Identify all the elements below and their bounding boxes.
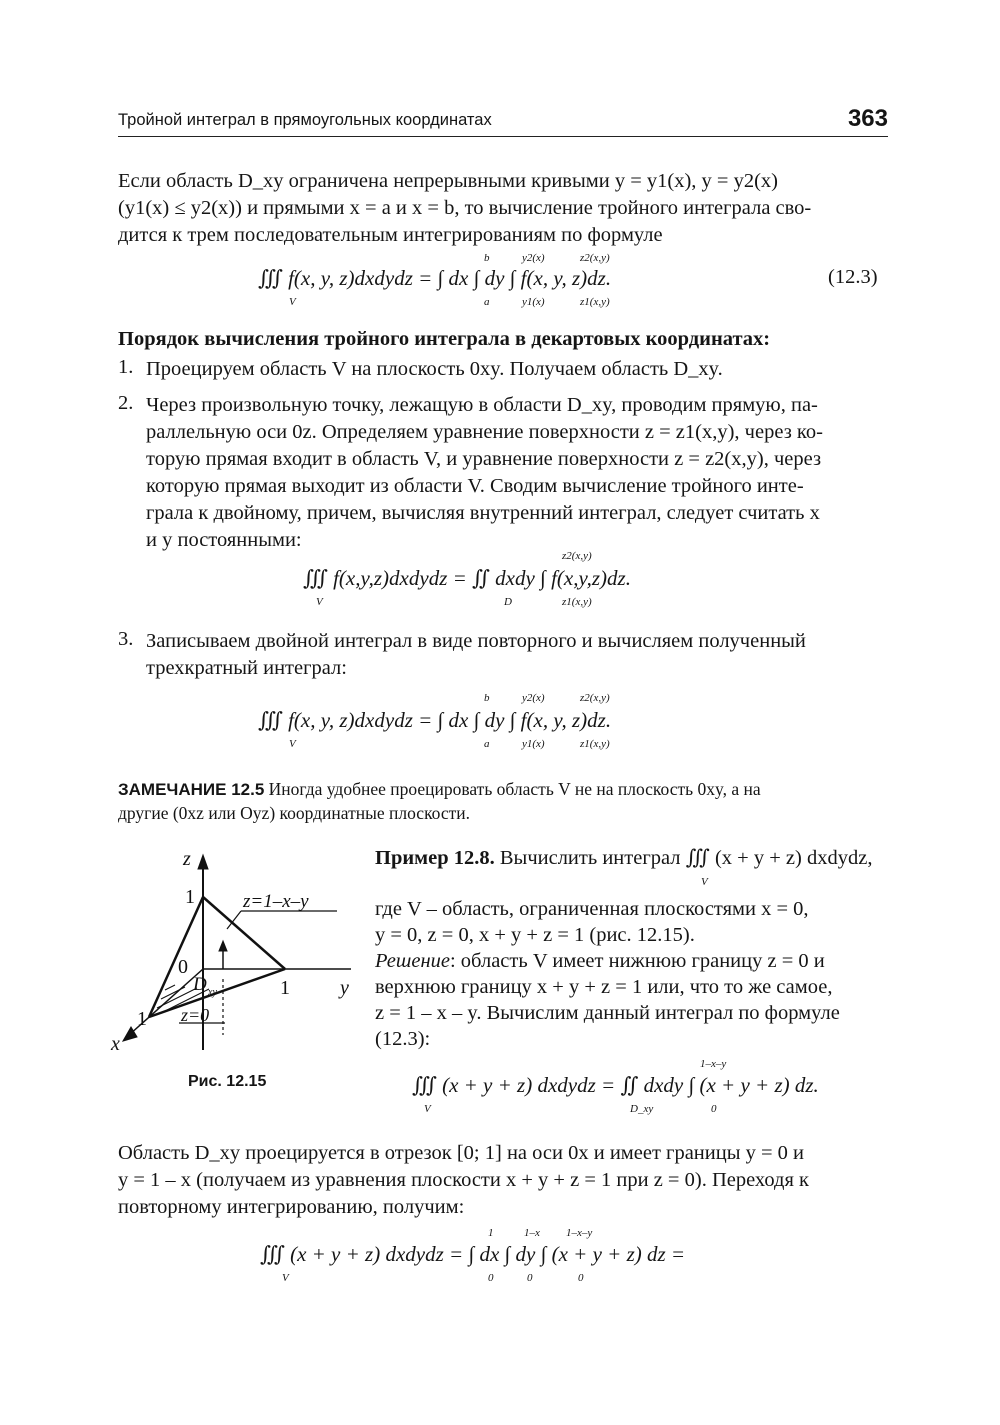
formula-step-3-lower-2: y1(x) [522, 738, 545, 750]
formula-step-2-sub-d: D [504, 596, 512, 608]
formula-step-3-upper-3: z2(x,y) [580, 692, 610, 704]
step-2-line-2: раллельную оси 0z. Определяем уравнение поверхности z = z1(x,y), через ко- [146, 421, 823, 443]
step-2-line-1: Через произвольную точку, лежащую в области D_xy, проводим прямую, па- [146, 394, 818, 416]
formula-step-2-body: ∭ f(x,y,z)dxdydz = ∬ dxdy ∫ f(x,y,z)dz. [303, 566, 631, 590]
page-number: 363 [847, 105, 888, 132]
formula-step-3-lower-3: z1(x,y) [580, 738, 610, 750]
step-3-line-2: трехкратный интеграл: [146, 657, 347, 679]
label-base: z=0 [181, 1005, 210, 1025]
formula-example-sub-d: D_xy [630, 1103, 654, 1115]
label-zero: 0 [178, 956, 188, 978]
formula-example-body: ∭ (x + y + z) dxdydz = ∬ dxdy ∫ (x + y + z) dz. [412, 1073, 819, 1097]
example-line-3: y = 0, z = 0, x + y + z = 1 (рис. 12.15). [375, 924, 695, 946]
step-1-text: Проецируем область V на плоскость 0xy. Получаем область D_xy. [146, 358, 723, 380]
example-title: Пример 12.8. [375, 847, 495, 869]
tetrahedron-diagram [105, 845, 365, 1060]
remark-line-2: другие (0xz или Oyz) координатные плоскости. [118, 803, 471, 823]
running-header [118, 106, 888, 137]
formula-example-sub-v: V [424, 1103, 431, 1115]
label-plane: z=1–x–y [243, 891, 309, 912]
step-3-line-1: Записываем двойной интеграл в виде повторного и вычисляем полученный [146, 630, 806, 652]
label-dxy: D [193, 974, 207, 995]
formula-final-upper-2: 1–x [524, 1227, 540, 1239]
formula-final-upper-1: 1 [488, 1227, 494, 1239]
formula-12-3-lower-3: z1(x,y) [580, 296, 610, 308]
formula-example-upper: 1–x–y [700, 1058, 727, 1070]
formula-12-3-upper-1: b [484, 252, 490, 264]
example-sub-v: V [701, 876, 708, 888]
label-z: z [183, 848, 191, 870]
formula-step-2-upper: z2(x,y) [562, 550, 592, 562]
example-line-4 [375, 948, 888, 975]
step-3-number: 3. [118, 628, 134, 650]
formula-12-3-upper-3: z2(x,y) [580, 252, 610, 264]
intro-line-2: (y1(x) ≤ y2(x)) и прямыми x = a и x = b, то вычисление тройного интеграла сво- [118, 197, 812, 219]
step-2-line-6: и y постоянными: [146, 529, 302, 551]
formula-12-3-lower-2: y1(x) [522, 296, 545, 308]
formula-final-lower-2: 0 [527, 1272, 533, 1284]
step-1-number: 1. [118, 356, 134, 378]
formula-12-3-lower-1: a [484, 296, 490, 308]
label-x: x [111, 1033, 120, 1055]
closing-line-2: y = 1 – x (получаем из уравнения плоскости x + y + z = 1 при z = 0). Переходя к [118, 1169, 809, 1191]
example-line-7: (12.3): [375, 1028, 431, 1050]
formula-step-3-lower-1: a [484, 738, 490, 750]
figure-caption: Рис. 12.15 [188, 1073, 267, 1090]
closing-line-1: Область D_xy проецируется в отрезок [0; 1] на оси 0x и имеет границы y = 0 и [118, 1142, 805, 1164]
label-one-y: 1 [280, 977, 290, 999]
edge-x-y [149, 969, 285, 1017]
formula-step-2-sub-v: V [316, 596, 323, 608]
hatch-1 [165, 985, 175, 990]
formula-final-body: ∭ (x + y + z) dxdydz = ∫ dx ∫ dy ∫ (x + y + z) dz = [260, 1242, 686, 1266]
remark-line-1 [118, 777, 888, 802]
step-2-line-3: торую прямая входит в область V, и уравнение поверхности z = z2(x,y), через [146, 448, 822, 470]
example-text-4: : область V имеет нижнюю границу z = 0 и [449, 950, 825, 972]
formula-step-3-sub-v: V [289, 738, 296, 750]
formula-final-lower-1: 0 [488, 1272, 494, 1284]
formula-step-3-upper-2: y2(x) [522, 692, 545, 704]
formula-12-3-body: ∭ f(x, y, z)dxdydz = ∫ dx ∫ dy ∫ f(x, y, z)dz. [258, 266, 612, 290]
formula-step-3-body: ∭ f(x, y, z)dxdydz = ∫ dx ∫ dy ∫ f(x, y, z)dz. [258, 708, 612, 732]
formula-step-3-upper-1: b [484, 692, 490, 704]
example-text-1: Вычислить интеграл ∭ (x + y + z) dxdydz, [499, 847, 873, 869]
solution-label: Решение [375, 950, 450, 972]
formula-12-3-upper-2: y2(x) [522, 252, 545, 264]
formula-final-upper-3: 1–x–y [566, 1227, 593, 1239]
step-2-line-4: которую прямая выходит из области V. Сводим вычисление тройного инте- [146, 475, 804, 497]
formula-final-lower-3: 0 [578, 1272, 584, 1284]
probe-arrow [219, 941, 227, 951]
formula-example-lower: 0 [711, 1103, 717, 1115]
formula-step-2-lower: z1(x,y) [562, 596, 592, 608]
intro-line-3: дится к трем последовательным интегрированиям по формуле [118, 224, 663, 246]
remark-label: ЗАМЕЧАНИЕ 12.5 [118, 780, 265, 799]
intro-line-1: Если область D_xy ограничена непрерывными кривыми y = y1(x), y = y2(x) [118, 170, 778, 192]
closing-line-3: повторному интегрированию, получим: [118, 1196, 465, 1218]
header-title: Тройной интеграл в прямоугольных координатах [118, 111, 492, 129]
remark-text-1: Иногда удобнее проецировать область V не на плоскость 0xy, а на [268, 779, 761, 799]
hatch-2 [161, 987, 185, 999]
example-line-5: верхнюю границу x + y + z = 1 или, что то же самое, [375, 976, 833, 998]
label-dxy-sub: xy [208, 987, 217, 998]
example-line-1 [375, 845, 888, 872]
formula-final-sub-v: V [282, 1272, 289, 1284]
label-y: y [340, 977, 349, 999]
formula-12-3-number: (12.3) [828, 266, 878, 288]
label-one-x: 1 [137, 1008, 147, 1030]
example-line-6: z = 1 – x – y. Вычислим данный интеграл по формуле [375, 1002, 840, 1024]
section-title: Порядок вычисления тройного интеграла в декартовых координатах: [118, 328, 771, 350]
step-2-line-5: грала к двойному, причем, вычисляя внутренний интеграл, следует считать x [146, 502, 820, 524]
example-line-2: где V – область, ограниченная плоскостями x = 0, [375, 898, 809, 920]
label-one-z: 1 [185, 886, 195, 908]
z-axis-arrow [198, 855, 208, 869]
step-2-number: 2. [118, 392, 134, 414]
formula-12-3-sub-v: V [289, 296, 296, 308]
